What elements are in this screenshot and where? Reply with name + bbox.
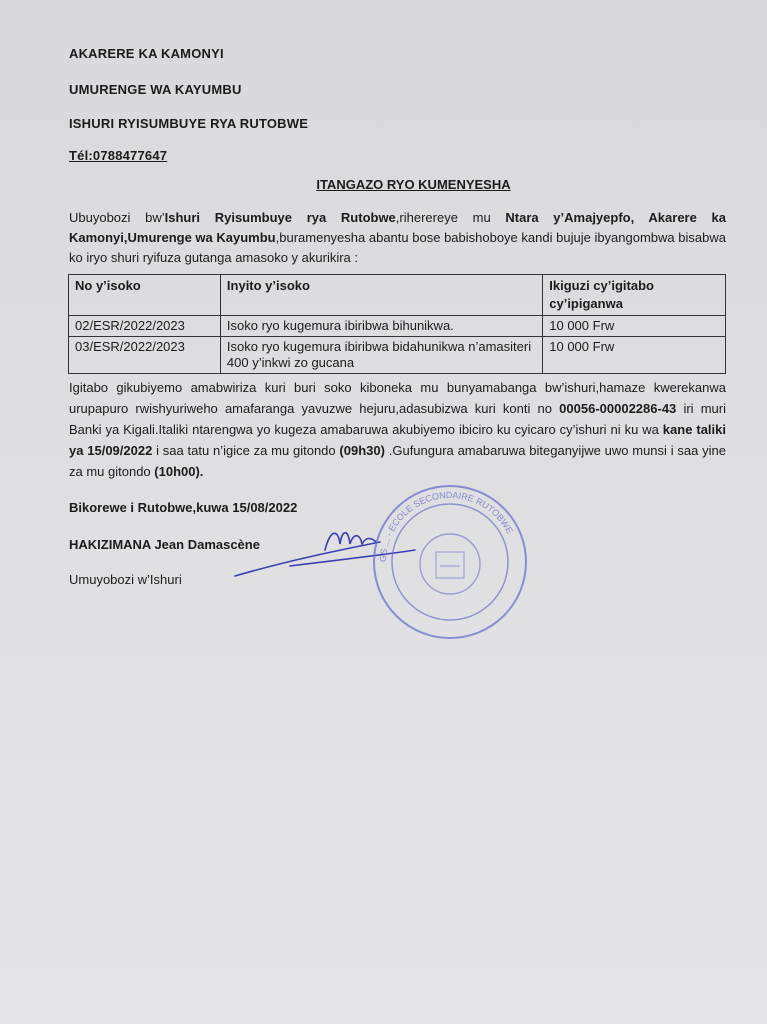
district-name: AKARERE KA KAMONYI — [69, 46, 224, 61]
intro-text-3: ,buramenyesha abantu bose babishoboye kandi bujuje ibyangombwa bisabwa ko iryo shuri ryifuza gutanga amasoko y akurikira : — [69, 230, 726, 265]
signatory-name: HAKIZIMANA Jean Damascène — [69, 537, 260, 552]
table-row — [69, 337, 726, 374]
intro-text-1: Ubuyobozi bw’ — [69, 210, 165, 225]
instructions-text-1: Igitabo gikubiyemo amabwiriza kuri buri soko kiboneka mu bunyamabanga bw’ishuri,hamaze kwerekanwa urupapuro rwishyuriweho amafaranga yavuzwe hejuru,adasubizwa kuri konti no — [69, 380, 726, 416]
opening-time: (10h00). — [154, 464, 204, 479]
intro-bold-school: Ishuri Ryisumbuye rya Rutobwe — [164, 210, 396, 225]
intro-bold-location: Ntara y’Amajyepfo, Akarere ka Kamonyi,Umurenge wa Kayumbu — [69, 210, 726, 245]
sector-name: UMURENGE WA KAYUMBU — [69, 82, 242, 97]
tender-title: Isoko ryo kugemura ibiribwa bihunikwa. — [220, 316, 542, 337]
header-tender-no: No y’isoko — [69, 275, 221, 316]
document-title — [0, 177, 767, 192]
header-tender-title: Inyito y’isoko — [220, 275, 542, 316]
header-tender-cost: Ikiguzi cy’igitabo cy’ipiganwa — [543, 275, 726, 316]
table-row — [69, 316, 726, 337]
school-name: ISHURI RYISUMBUYE RYA RUTOBWE — [69, 116, 309, 131]
tender-cost: 10 000 Frw — [543, 337, 726, 374]
intro-paragraph — [69, 208, 726, 268]
instructions-paragraph — [69, 377, 726, 482]
instructions-text-3: i saa tatu n’igice za mu gitondo — [152, 443, 340, 458]
signatory-role: Umuyobozi w’Ishuri — [69, 572, 182, 587]
school-stamp-icon — [366, 482, 534, 642]
stamp-text: GS ... - ECOLE SECONDAIRE RUTOBWE — [377, 489, 515, 563]
bank-account-number: 00056-00002286-43 — [559, 401, 677, 416]
place-and-date: Bikorewe i Rutobwe,kuwa 15/08/2022 — [69, 500, 298, 515]
instructions-text-4: .Gufungura amabaruwa biteganyijwe uwo munsi i saa yine za mu gitondo — [69, 443, 726, 479]
submission-time: (09h30) — [339, 443, 385, 458]
school-phone: Tél:0788477647 — [69, 148, 168, 163]
tender-no: 03/ESR/2022/2023 — [69, 337, 221, 374]
tender-cost: 10 000 Frw — [543, 316, 726, 337]
instructions-text-2: iri muri Banki ya Kigali.Italiki ntarengwa yo kugeza amabaruwa akubiyemo ibiciro ku cyicaro cy’ishuri ni ku wa — [69, 401, 726, 437]
tender-title: Isoko ryo kugemura ibiribwa bidahunikwa n’amasiteri 400 y’inkwi zo gucana — [220, 337, 542, 374]
table-header-row — [69, 275, 726, 316]
tenders-table — [68, 274, 726, 374]
tender-no: 02/ESR/2022/2023 — [69, 316, 221, 337]
deadline-date: kane taliki ya 15/09/2022 — [69, 422, 726, 458]
title-text: ITANGAZO RYO KUMENYESHA — [316, 177, 511, 192]
intro-text-2: ,riherereye mu — [395, 210, 506, 225]
